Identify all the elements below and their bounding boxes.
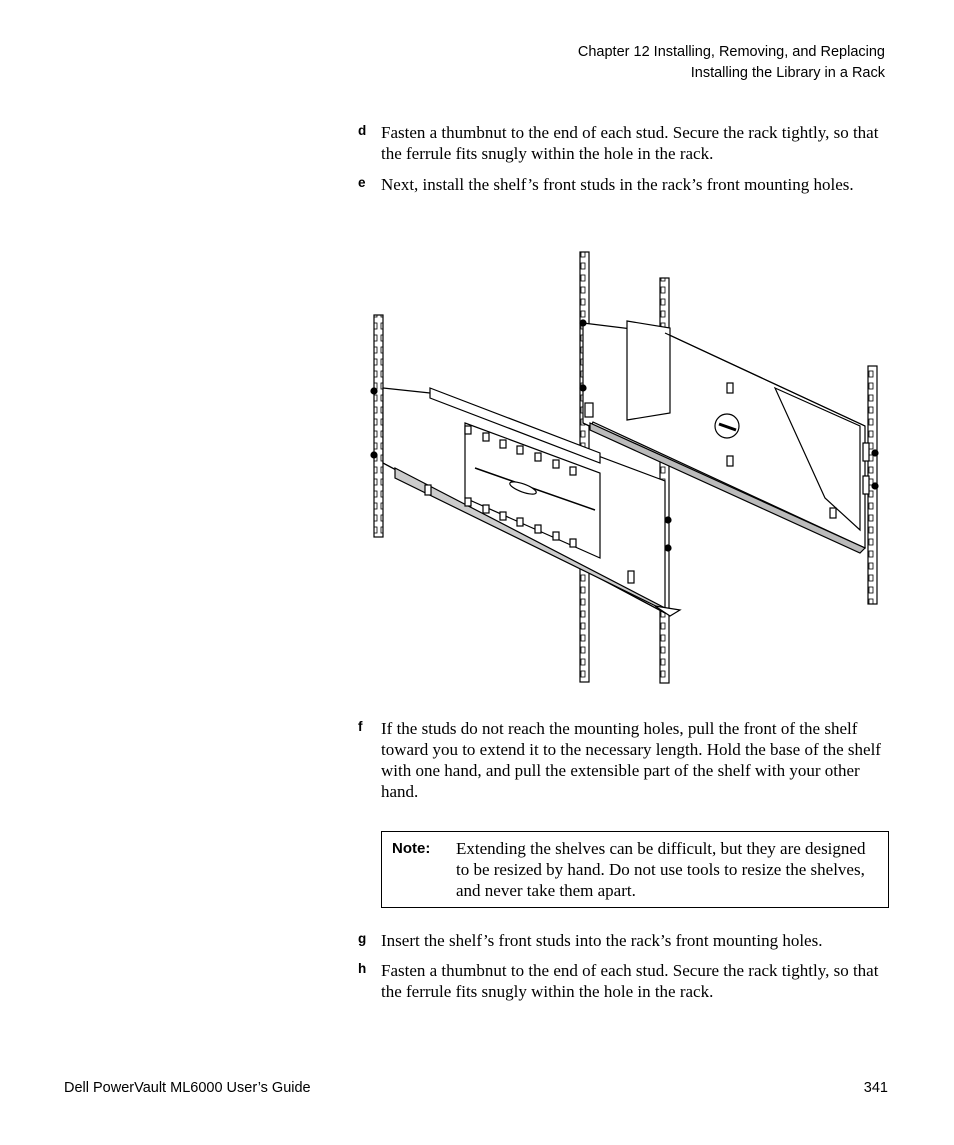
step-text: Fasten a thumbnut to the end of each stud. Secure the rack tightly, so that the ferrule fits snugly within the hole in the rack. <box>381 961 879 1001</box>
step-f <box>358 718 893 802</box>
step-letter: h <box>358 961 367 976</box>
step-g <box>358 930 893 951</box>
front-left-rack-rail <box>374 315 383 537</box>
rack-shelf-illustration <box>355 248 885 688</box>
step-text: Fasten a thumbnut to the end of each stud. Secure the rack tightly, so that the ferrule fits snugly within the hole in the rack. <box>381 123 879 163</box>
step-letter: e <box>358 175 366 190</box>
step-text: If the studs do not reach the mounting holes, pull the front of the shelf toward you to extend it to the necessary length. Hold the base of the shelf with one hand, and pull the extensible part of the shelf with your other hand. <box>381 719 881 801</box>
running-header <box>578 42 885 84</box>
step-h <box>358 960 893 1002</box>
step-e <box>358 174 893 195</box>
footer-guide-title: Dell PowerVault ML6000 User’s Guide <box>64 1080 311 1096</box>
step-letter: d <box>358 123 367 138</box>
step-text: Next, install the shelf’s front studs in the rack’s front mounting holes. <box>381 175 854 194</box>
step-text: Insert the shelf’s front studs into the rack’s front mounting holes. <box>381 931 823 950</box>
step-letter: f <box>358 719 363 734</box>
note-text: Extending the shelves can be difficult, but they are designed to be resized by hand. Do not use tools to resize the shelves, and never take them apart. <box>456 839 866 900</box>
page-number: 341 <box>863 1080 888 1096</box>
chapter-title: Chapter 12 Installing, Removing, and Replacing <box>577 44 885 60</box>
section-title: Installing the Library in a Rack <box>690 65 885 81</box>
step-letter: g <box>358 931 367 946</box>
step-d <box>358 122 893 164</box>
note-box <box>381 831 889 908</box>
note-label: Note: <box>392 840 431 857</box>
